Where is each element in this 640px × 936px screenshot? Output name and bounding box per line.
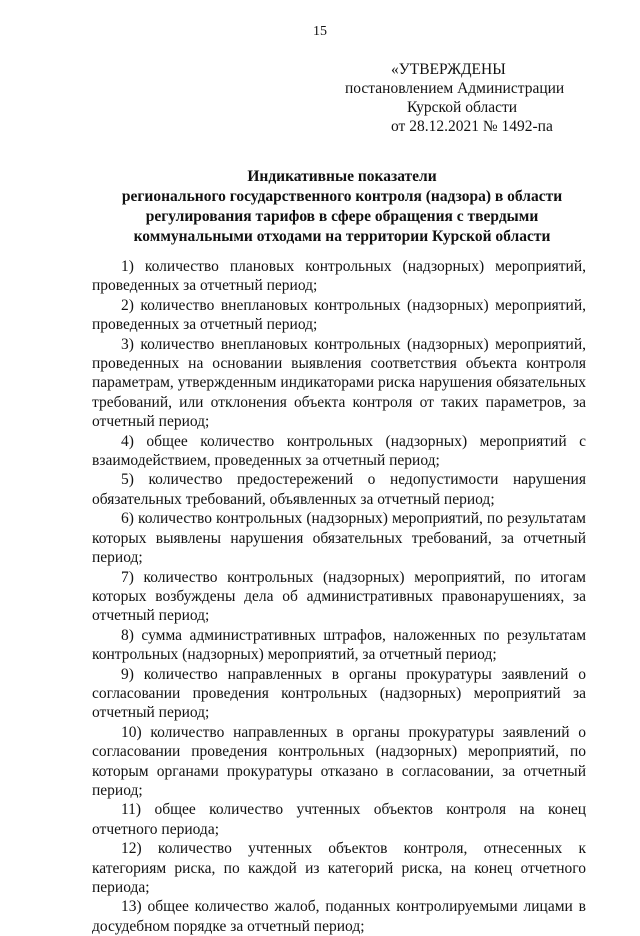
page-number: 15 — [313, 24, 327, 39]
list-item: 6) количество контрольных (надзорных) мероприятий, по результатам которых выявлены нарушения обязательных требований, за отчетный период; — [92, 510, 586, 567]
list-item: 13) общее количество жалоб, поданных контролируемыми лицами в досудебном порядке за отчетный период; — [92, 898, 586, 935]
title-line: коммунальными отходами на территории Курской области — [133, 228, 551, 245]
approval-line: Курской области — [407, 99, 518, 116]
list-item: 1) количество плановых контрольных (надзорных) мероприятий, проведенных за отчетный период; — [92, 258, 586, 295]
list-item: 2) количество внеплановых контрольных (надзорных) мероприятий, проведенных за отчетный период; — [92, 296, 586, 334]
list-item: 9) количество направленных в органы прокуратуры заявлений о согласовании проведения контрольных (надзорных) мероприятий за отчетный период; — [92, 665, 586, 722]
title-line: регионального государственного контроля (надзора) в области — [121, 188, 563, 205]
approval-line: постановлением Администрации — [345, 80, 565, 97]
list-item: 11) общее количество учтенных объектов контроля на конец отчетного периода; — [92, 801, 586, 838]
approval-stamp — [335, 60, 615, 136]
title-line: Индикативные показатели — [247, 168, 437, 185]
approval-line: «УТВЕРЖДЕНЫ — [391, 61, 506, 78]
list-item: 10) количество направленных в органы прокуратуры заявлений о согласовании проведения контрольных (надзорных) мероприятий, по которым органами прокуратуры отказано в согласовании, за отчетный период; — [92, 723, 586, 799]
list-item: 7) количество контрольных (надзорных) мероприятий, по итогам которых возбуждены дела об административных правонарушениях, за отчетный период; — [92, 568, 586, 625]
title-line: регулирования тарифов в сфере обращения с твердыми — [145, 208, 539, 225]
list-item: 4) общее количество контрольных (надзорных) мероприятий с взаимодействием, проведенных за отчетный период; — [92, 432, 586, 470]
list-item: 5) количество предостережений о недопустимости нарушения обязательных требований, объявленных за отчетный период; — [92, 471, 586, 508]
indicator-list — [92, 257, 586, 936]
approval-line: от 28.12.2021 № 1492-па — [391, 118, 553, 135]
document-title — [92, 167, 592, 247]
list-item: 12) количество учтенных объектов контроля, отнесенных к категориям риска, по каждой из категорий риска, на конец отчетного периода; — [92, 840, 586, 896]
list-item: 8) сумма административных штрафов, наложенных по результатам контрольных (надзорных) мероприятий, за отчетный период; — [92, 626, 586, 664]
list-item: 3) количество внеплановых контрольных (надзорных) мероприятий, проведенных на основании выявления соответствия объекта контроля параметрам, утвержденным индикаторами риска нарушения обязательных требований, или отклонения объекта контроля от таких параметров, за отчетный период; — [92, 335, 586, 431]
